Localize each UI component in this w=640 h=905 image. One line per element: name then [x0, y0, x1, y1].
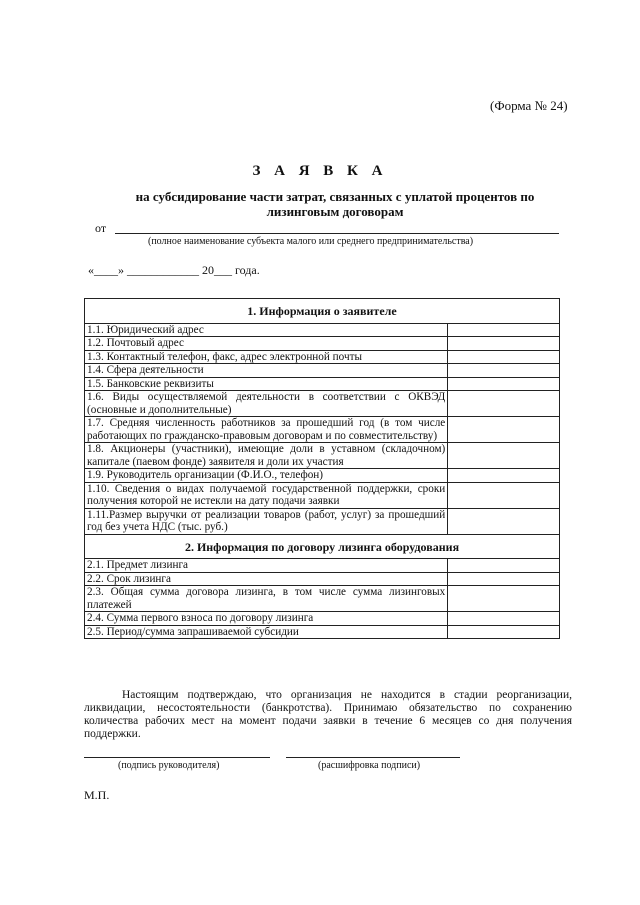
row-value-cell[interactable] — [448, 377, 560, 391]
row-label: 1.7. Средняя численность работников за прошедший год (в том числе работающих по гражданско-правовым договорам и по совместительству) — [85, 417, 448, 443]
applicant-name-line — [115, 233, 559, 234]
row-value-cell[interactable] — [448, 323, 560, 337]
date-line: «____» ____________ 20___ года. — [88, 263, 260, 277]
table-row — [85, 443, 560, 469]
table-row — [85, 612, 560, 626]
table-row — [85, 391, 560, 417]
table-row — [85, 586, 560, 612]
signature-label: (подпись руководителя) — [118, 760, 220, 771]
row-value-cell[interactable] — [448, 508, 560, 534]
confirmation-statement: Настоящим подтверждаю, что организация не находится в стадии реорганизации, ликвидации, несостоятельности (банкротства). Принимаю обязательство по сохранению количества рабочих мест на момент подачи заявки в течение 6 месяцев со дня получения поддержки. — [84, 689, 572, 740]
row-label: 2.2. Срок лизинга — [85, 572, 448, 586]
row-value-cell[interactable] — [448, 482, 560, 508]
row-value-cell[interactable] — [448, 559, 560, 573]
row-label: 2.4. Сумма первого взноса по договору лизинга — [85, 612, 448, 626]
document-subtitle: на субсидирование части затрат, связанных с уплатой процентов по лизинговым договорам — [135, 189, 535, 219]
row-value-cell[interactable] — [448, 625, 560, 639]
row-value-cell[interactable] — [448, 586, 560, 612]
table-row — [85, 559, 560, 573]
row-label: 1.4. Сфера деятельности — [85, 364, 448, 378]
row-label: 1.8. Акционеры (участники), имеющие доли в уставном (складочном) капитале (паевом фонде) заявителя и доли их участия — [85, 443, 448, 469]
table-row — [85, 508, 560, 534]
section1-title: 1. Информация о заявителе — [85, 299, 560, 324]
row-label: 1.3. Контактный телефон, факс, адрес электронной почты — [85, 350, 448, 364]
row-value-cell[interactable] — [448, 572, 560, 586]
row-value-cell[interactable] — [448, 469, 560, 483]
table-row — [85, 350, 560, 364]
section-header — [85, 534, 560, 559]
table-row — [85, 572, 560, 586]
row-label: 1.11.Размер выручки от реализации товаров (работ, услуг) за прошедший год без учета НДС (тыс. руб.) — [85, 508, 448, 534]
from-label: от — [95, 221, 107, 235]
row-label: 2.1. Предмет лизинга — [85, 559, 448, 573]
section2-title: 2. Информация по договору лизинга оборудования — [85, 534, 560, 559]
row-value-cell[interactable] — [448, 350, 560, 364]
row-label: 1.5. Банковские реквизиты — [85, 377, 448, 391]
application-table — [84, 298, 560, 639]
section-header — [85, 299, 560, 324]
row-value-cell[interactable] — [448, 337, 560, 351]
row-label: 1.10. Сведения о видах получаемой государственной поддержки, сроки получения которой не истекли на дату подачи заявки — [85, 482, 448, 508]
table-row — [85, 364, 560, 378]
applicant-name-hint: (полное наименование субъекта малого или среднего предпринимательства) — [148, 236, 474, 247]
signature-decoding-label: (расшифровка подписи) — [318, 760, 421, 771]
signature-line — [84, 757, 270, 758]
row-label: 2.3. Общая сумма договора лизинга, в том числе сумма лизинговых платежей — [85, 586, 448, 612]
form-number: (Форма № 24) — [490, 98, 568, 113]
row-value-cell[interactable] — [448, 391, 560, 417]
table-row — [85, 337, 560, 351]
row-value-cell[interactable] — [448, 443, 560, 469]
table-row — [85, 377, 560, 391]
row-label: 1.6. Виды осуществляемой деятельности в соответствии с ОКВЭД (основные и дополнительные) — [85, 391, 448, 417]
signature-decoding-line — [286, 757, 460, 758]
table-row — [85, 469, 560, 483]
row-label: 1.9. Руководитель организации (Ф.И.О., телефон) — [85, 469, 448, 483]
row-label: 1.2. Почтовый адрес — [85, 337, 448, 351]
table-row — [85, 625, 560, 639]
row-label: 1.1. Юридический адрес — [85, 323, 448, 337]
table-row — [85, 482, 560, 508]
row-value-cell[interactable] — [448, 364, 560, 378]
row-label: 2.5. Период/сумма запрашиваемой субсидии — [85, 625, 448, 639]
table-row — [85, 417, 560, 443]
application-table-body — [85, 299, 560, 639]
stamp-place-label: М.П. — [84, 788, 110, 802]
document-title: З А Я В К А — [252, 163, 388, 179]
row-value-cell[interactable] — [448, 612, 560, 626]
row-value-cell[interactable] — [448, 417, 560, 443]
table-row — [85, 323, 560, 337]
